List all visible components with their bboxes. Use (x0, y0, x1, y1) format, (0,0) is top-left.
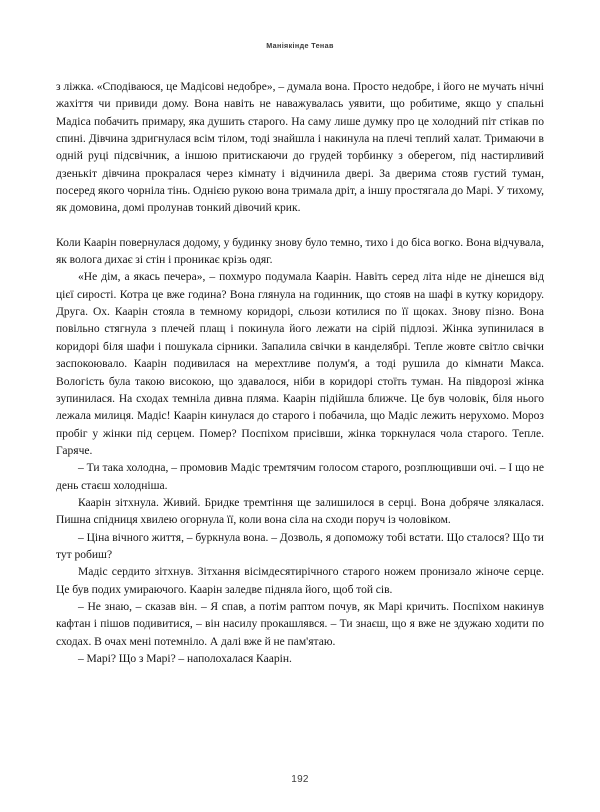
block-separator (56, 218, 544, 235)
dialogue-paragraph: – Ціна вічного життя, – буркнула вона. – Дозволь, я допоможу тобі встати. Що сталося? Що ти тут робиш? (56, 531, 544, 561)
paragraph: «Не дім, а якась печера», – похмуро подумала Каарін. Навіть серед літа ніде не дінешся від цієї сирості. Котра це вже година? Вона глянула на годинник, що стояв на шафі в кутку коридору. Друга. Ох. Каарін стояла в темному коридорі, сльози котилися по її щоках. Знову пізно. Вона повільно стягнула з плечей плащ і покинула його лежати на сірій підлозі. Жінка зупинилася в коридорі біля шафи і пошукала сірники. Запалила свічки в канделябрі. Тепле жовте світло свічки заспокоювало. Каарін подивилася на мерехтливе полум'я, а тоді рушила до кімнати Макса. Вологість була такою високою, що здавалося, ніби в коридорі стоїть туман. На півдорозі жінка зупинилася. На сходах темніла дивна пляма. Каарін підійшла ближче. Це був чоловік, біля нього лежала милиця. Мадіс! Каарін кинулася до старого і побачила, що Мадіс лежить нерухомо. Мороз пробіг у жінки під серцем. Помер? Поспіхом присівши, жінка торкнулася чола старого. Тепле. Гаряче. (56, 271, 544, 457)
dialogue-paragraph: – Марі? Що з Марі? – наполохалася Каарін. (78, 653, 292, 665)
paragraph: з ліжка. «Сподіваюся, це Мадісові недобре», – думала вона. Просто недобре, і його не мучать нічні жахіття чи привиди дому. Вона навіть не наважувалась уявити, що робитиме, якщо у спальні Мадіса побачить примару, яка душить старого. На саму лише думку про це холодний піт стікав по спині. Дівчина здригнулася всім тілом, тоді знайшла і накинула на плечі теплий халат. Тримаючи в одній руці підсвічник, а іншою притискаючи до грудей торбинку з оберегом, під настирливий дзенькіт дівчина прокралася через кімнату і відчинила двері. За дверима стояв густий туман, посеред якого чорніла тінь. Однією рукою вона тримала дріт, а іншу простягала до Марі. У тихому, як домовина, домі пролунав тонкий дівочий крик. (56, 81, 544, 215)
body-text-column (56, 79, 544, 668)
text-block-2 (56, 235, 544, 669)
dialogue-paragraph: – Ти така холодна, – промовив Мадіс тремтячим голосом старого, розплющивши очі. – І що не день стаєш холодніша. (56, 462, 544, 492)
paragraph: Мадіс сердито зітхнув. Зітхання вісімдесятирічного старого ножем пронизало жіноче серце. Це був подих умираючого. Каарін заледве підняла його, щоб той сів. (56, 566, 544, 596)
paragraph: Коли Каарін повернулася додому, у будинку знову було темно, тихо і до біса вогко. Вона відчувала, як волога дихає зі стін і проникає крізь одяг. (56, 236, 544, 267)
text-block-1 (56, 79, 544, 218)
running-header: Маніякінде Тенав (266, 41, 334, 50)
paragraph: Каарін зітхнула. Живий. Бридке тремтіння ще залишилося в серці. Вона добряче злякалася. Пишна спідниця хвилею огорнула її, коли вона сіла на сходи поруч із чоловіком. (56, 496, 544, 527)
page-number: 192 (291, 774, 309, 785)
dialogue-paragraph: – Не знаю, – сказав він. – Я спав, а потім раптом почув, як Марі кричить. Поспіхом накинув кафтан і пішов подивитися, – він насилу прокашлявся. – Ти знаєш, що я вже не здужаю ходити по сходах. В очах мені потемніло. А далі вже й не пам'ятаю. (56, 600, 544, 648)
